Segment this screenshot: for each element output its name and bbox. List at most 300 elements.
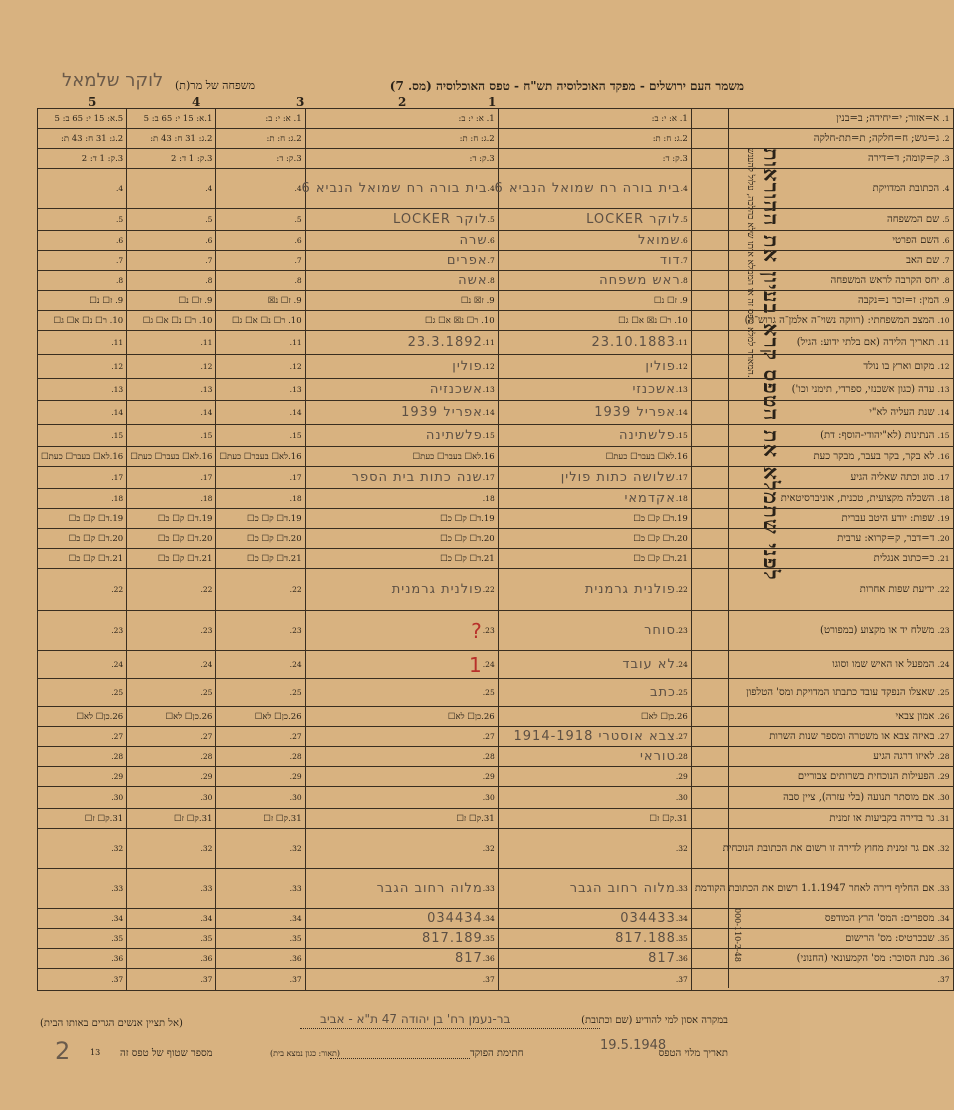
field-cell[interactable]: [305, 231, 498, 251]
field-label: [691, 707, 953, 727]
field-label: [691, 251, 953, 271]
field-cell[interactable]: [305, 651, 498, 679]
field-cell[interactable]: [216, 611, 305, 651]
field-cell[interactable]: [305, 569, 498, 611]
field-label-text: סוג וכתה שאליה הגיע: [850, 471, 935, 483]
field-cell[interactable]: [216, 727, 305, 747]
field-number: 23.: [675, 625, 688, 635]
field-cell[interactable]: 21.ד☐ ק☐ כ☐: [38, 549, 127, 569]
field-number: 35.: [200, 933, 213, 943]
field-cell[interactable]: [498, 489, 691, 509]
form-row: [38, 829, 954, 869]
field-cell[interactable]: [305, 727, 498, 747]
field-cell[interactable]: [38, 231, 127, 251]
handwritten-entry: לוקר LOCKER: [393, 211, 488, 227]
field-cell[interactable]: [216, 271, 305, 291]
field-label-text: השכלה מקצועית, טכנית, אוניברסיטאית: [780, 492, 935, 504]
field-cell[interactable]: 5.א: 15 י: 65 ב: 5: [38, 109, 127, 129]
field-cell[interactable]: [498, 767, 691, 787]
signature-label: חתימת הפוקד: [470, 1048, 524, 1059]
field-cell[interactable]: [498, 651, 691, 679]
field-label-text: יחס הקרבה לראש המשפחה: [830, 274, 940, 286]
field-cell[interactable]: [216, 949, 305, 969]
field-cell[interactable]: [38, 929, 127, 949]
column-number-5: 5: [88, 95, 97, 109]
field-cell[interactable]: [305, 787, 498, 809]
field-label: [691, 909, 953, 929]
field-cell[interactable]: [38, 767, 127, 787]
field-cell[interactable]: [498, 355, 691, 379]
field-label-number: 5.: [942, 214, 950, 224]
field-cell[interactable]: [305, 679, 498, 707]
field-cell[interactable]: [127, 949, 216, 969]
field-number: 32.: [675, 843, 688, 853]
field-label: [691, 611, 953, 651]
field-cell[interactable]: 26.כן☐ לא☐: [216, 707, 305, 727]
handwritten-entry: פלשתינה: [425, 427, 483, 443]
handwritten-entry: לוקר LOCKER: [586, 211, 681, 227]
field-cell[interactable]: [305, 331, 498, 355]
field-label-text: תאריך הלידה (אם בלתי ידוע: הגיל): [796, 336, 935, 348]
column-number-1: 1: [488, 95, 497, 109]
field-label-text: ד=דבר, ק=קרוא: ערבית: [837, 532, 935, 544]
field-label-number: 19.: [937, 513, 950, 523]
field-label-number: 35.: [937, 933, 950, 943]
field-number: 23.: [200, 625, 213, 635]
field-cell[interactable]: [38, 869, 127, 909]
field-cell[interactable]: [305, 271, 498, 291]
field-number: 12.: [200, 361, 213, 371]
field-cell[interactable]: 2.ג: 31 ח: 43 ת:: [38, 129, 127, 149]
field-cell[interactable]: [38, 787, 127, 809]
field-cell[interactable]: 3.ק: ד:: [305, 149, 498, 169]
field-cell[interactable]: [127, 331, 216, 355]
field-cell[interactable]: [498, 909, 691, 929]
field-number: 33.: [289, 883, 302, 893]
field-cell[interactable]: 3.ק: 1 ד: 2: [127, 149, 216, 169]
field-label-text: שפות: יודע היטב עברית: [841, 512, 935, 524]
field-number: 32.: [111, 843, 124, 853]
field-cell[interactable]: [38, 611, 127, 651]
field-cell[interactable]: [127, 969, 216, 991]
form-row: [38, 291, 954, 311]
field-cell[interactable]: [38, 909, 127, 929]
field-cell[interactable]: [216, 251, 305, 271]
field-cell[interactable]: [38, 569, 127, 611]
field-cell[interactable]: 16.לא☐ בעבר☐ כעת☐: [498, 447, 691, 467]
field-cell[interactable]: [38, 727, 127, 747]
field-number: 24.: [111, 659, 124, 669]
field-cell[interactable]: [127, 787, 216, 809]
field-cell[interactable]: 21.ד☐ ק☐ כ☐: [498, 549, 691, 569]
field-cell[interactable]: 9. ז☐ נ☐: [498, 291, 691, 311]
field-cell[interactable]: [127, 169, 216, 209]
field-cell[interactable]: [498, 611, 691, 651]
field-cell[interactable]: [498, 331, 691, 355]
field-cell[interactable]: 20.ד☐ ק☐ כ☐: [498, 529, 691, 549]
form-row: [38, 747, 954, 767]
field-label: [691, 109, 953, 129]
field-cell[interactable]: [498, 401, 691, 425]
field-cell[interactable]: [216, 355, 305, 379]
field-label: [691, 355, 953, 379]
field-cell[interactable]: [216, 679, 305, 707]
field-cell[interactable]: [38, 829, 127, 869]
field-label: [691, 311, 953, 331]
field-cell[interactable]: 31.ק☐ ז☐: [38, 809, 127, 829]
field-cell[interactable]: [498, 251, 691, 271]
emergency-label: במקרה אסון למי להודיע (שם וכתובת): [581, 1015, 728, 1026]
field-cell[interactable]: [494, 169, 691, 209]
field-number: 4.: [205, 183, 213, 193]
form-row: [38, 651, 954, 679]
field-cell[interactable]: [216, 767, 305, 787]
field-cell[interactable]: [38, 467, 127, 489]
field-cell[interactable]: [127, 425, 216, 447]
field-label-number: 34.: [937, 913, 950, 923]
field-cell[interactable]: [38, 379, 127, 401]
field-number: 24.: [482, 659, 495, 669]
field-cell[interactable]: 9. ז☐ נ☐: [38, 291, 127, 311]
field-cell[interactable]: 1.א: 15 י: 65 ב: 5: [127, 109, 216, 129]
field-cell[interactable]: [498, 787, 691, 809]
field-number: 6.: [116, 235, 124, 245]
field-cell[interactable]: 21.ד☐ ק☐ כ☐: [127, 549, 216, 569]
field-cell[interactable]: 10. ר☐ נ☐ א☐ ג☐: [216, 311, 305, 331]
field-cell[interactable]: [127, 909, 216, 929]
field-cell[interactable]: [498, 425, 691, 447]
field-number: 12.: [675, 361, 688, 371]
field-cell[interactable]: 9. ז☐ נ☒: [216, 291, 305, 311]
field-cell[interactable]: 21.ד☐ ק☐ כ☐: [305, 549, 498, 569]
field-label-number: 4.: [942, 183, 950, 193]
field-number: 18.: [289, 493, 302, 503]
field-cell[interactable]: 19.ד☐ ק☐ כ☐: [498, 509, 691, 529]
field-cell[interactable]: 20.ד☐ ק☐ כ☐: [305, 529, 498, 549]
field-cell[interactable]: [216, 467, 305, 489]
field-cell[interactable]: 10. ר☐ נ☒ א☐ ג☐: [498, 311, 691, 331]
field-number: 15.: [289, 430, 302, 440]
form-row: [38, 809, 954, 829]
field-cell[interactable]: [498, 869, 691, 909]
field-cell[interactable]: [127, 467, 216, 489]
field-number: 35.: [111, 933, 124, 943]
field-cell[interactable]: 16.לא☐ בעבר☐ כעת☐: [305, 447, 498, 467]
field-number: 17.: [289, 472, 302, 482]
field-number: 34.: [289, 913, 302, 923]
field-cell[interactable]: [498, 569, 691, 611]
field-cell[interactable]: [498, 929, 691, 949]
form-row: [38, 355, 954, 379]
field-cell[interactable]: [216, 169, 305, 209]
field-cell[interactable]: [216, 787, 305, 809]
field-cell[interactable]: [127, 401, 216, 425]
field-label-number: 37.: [937, 974, 950, 984]
field-cell[interactable]: [38, 209, 127, 231]
field-cell[interactable]: 19.ד☐ ק☐ כ☐: [216, 509, 305, 529]
form-row: [38, 379, 954, 401]
form-row: [38, 331, 954, 355]
field-number: 35.: [482, 933, 495, 943]
field-cell[interactable]: 31.ק☐ ז☐: [127, 809, 216, 829]
handwritten-entry: שמואל: [637, 232, 681, 248]
field-label-number: 15.: [937, 430, 950, 440]
field-cell[interactable]: [127, 569, 216, 611]
field-cell[interactable]: [305, 379, 498, 401]
field-cell[interactable]: [127, 251, 216, 271]
field-cell[interactable]: [305, 929, 498, 949]
field-number: 29.: [289, 771, 302, 781]
field-label: [691, 809, 953, 829]
field-label: [691, 949, 953, 969]
field-cell[interactable]: 26.כן☐ לא☐: [38, 707, 127, 727]
form-title: משמר העם ירושלים - מפקד האוכלוסיה תש"ח - טפס האוכלוסיה (מס. 7): [389, 79, 744, 93]
field-cell[interactable]: [305, 489, 498, 509]
field-cell[interactable]: [127, 271, 216, 291]
field-label-number: 14.: [937, 407, 950, 417]
field-cell[interactable]: [216, 425, 305, 447]
field-label-number: 21.: [937, 553, 950, 563]
field-cell[interactable]: 1. א: י: ב:: [216, 109, 305, 129]
field-number: 30.: [200, 792, 213, 802]
field-number: 32.: [482, 843, 495, 853]
field-cell[interactable]: [216, 929, 305, 949]
field-number: 29.: [675, 771, 688, 781]
field-number: 30.: [675, 792, 688, 802]
field-number: 18.: [111, 493, 124, 503]
field-cell[interactable]: [216, 969, 305, 991]
field-cell[interactable]: [38, 949, 127, 969]
field-cell[interactable]: [38, 401, 127, 425]
field-number: 15.: [200, 430, 213, 440]
field-label-number: 28.: [937, 751, 950, 761]
field-label-number: 24.: [937, 659, 950, 669]
field-cell[interactable]: [498, 679, 691, 707]
field-label: [691, 271, 953, 291]
field-cell[interactable]: [127, 767, 216, 787]
field-label: [691, 231, 953, 251]
field-cell[interactable]: [498, 949, 691, 969]
field-cell[interactable]: 26.כן☐ לא☐: [305, 707, 498, 727]
field-cell[interactable]: [216, 209, 305, 231]
field-cell[interactable]: [498, 379, 691, 401]
field-cell[interactable]: [38, 489, 127, 509]
field-number: 17.: [675, 472, 688, 482]
handwritten-entry: 23.10.1883: [591, 334, 676, 350]
field-number: 28.: [111, 751, 124, 761]
field-label-number: 17.: [937, 472, 950, 482]
field-cell[interactable]: [498, 467, 691, 489]
field-cell[interactable]: [38, 425, 127, 447]
field-label: [691, 569, 953, 611]
field-cell[interactable]: [38, 747, 127, 767]
field-cell[interactable]: [305, 949, 498, 969]
field-number: 37.: [675, 974, 688, 984]
field-label-number: 6.: [942, 235, 950, 245]
field-number: 17.: [482, 472, 495, 482]
field-cell[interactable]: [38, 679, 127, 707]
column-number-4: 4: [192, 95, 201, 109]
handwritten-entry: אפריל 1939: [594, 404, 676, 420]
field-number: 37.: [289, 974, 302, 984]
field-number: 14.: [482, 407, 495, 417]
field-number: 27.: [200, 731, 213, 741]
field-number: 34.: [200, 913, 213, 923]
field-cell[interactable]: 16.לא☐ בעבר☐ כעת☐: [216, 447, 305, 467]
instruction-small-text: המאחר למלא טפס זה או הממלא אותו שלא כהלכה, עלול להענש.: [745, 148, 755, 378]
field-cell[interactable]: 3.ק: ד:: [498, 149, 691, 169]
field-number: 27.: [289, 731, 302, 741]
field-cell[interactable]: [305, 611, 498, 651]
field-cell[interactable]: [127, 679, 216, 707]
field-label: [691, 447, 953, 467]
field-cell[interactable]: 9. ז☒ נ☐: [305, 291, 498, 311]
field-number: 8.: [487, 275, 495, 285]
field-cell[interactable]: [498, 969, 691, 991]
field-cell[interactable]: [127, 727, 216, 747]
field-cell[interactable]: [305, 209, 498, 231]
field-cell[interactable]: [127, 355, 216, 379]
field-cell[interactable]: 3.ק: 1 ד: 2: [38, 149, 127, 169]
field-cell[interactable]: 19.ד☐ ק☐ כ☐: [38, 509, 127, 529]
field-cell[interactable]: 31.ק☐ ז☐: [498, 809, 691, 829]
form-row: [38, 209, 954, 231]
field-cell[interactable]: [127, 869, 216, 909]
field-cell[interactable]: 2.ג: ח: ת:: [305, 129, 498, 149]
field-cell[interactable]: 1. א: י: ב:: [305, 109, 498, 129]
field-label: [691, 169, 953, 209]
field-cell[interactable]: [127, 489, 216, 509]
field-cell[interactable]: [305, 767, 498, 787]
field-cell[interactable]: [127, 929, 216, 949]
field-cell[interactable]: [301, 169, 498, 209]
field-cell[interactable]: 26.כן☐ לא☐: [498, 707, 691, 727]
field-cell[interactable]: [38, 251, 127, 271]
field-cell[interactable]: [498, 829, 691, 869]
field-cell[interactable]: [216, 379, 305, 401]
field-cell[interactable]: [127, 651, 216, 679]
handwritten-entry: ?: [471, 618, 483, 643]
field-number: 33.: [675, 883, 688, 893]
field-label-number: 23.: [937, 625, 950, 635]
field-number: 27.: [482, 731, 495, 741]
field-number: 36.: [482, 953, 495, 963]
field-cell[interactable]: [305, 869, 498, 909]
field-cell[interactable]: [216, 829, 305, 869]
handwritten-entry: סוחר: [644, 622, 676, 638]
field-cell[interactable]: 10. ר☐ נ☒ א☐ ג☐: [305, 311, 498, 331]
field-cell[interactable]: 2.ג: ח: ת:: [216, 129, 305, 149]
field-cell[interactable]: [498, 271, 691, 291]
field-number: 36.: [111, 953, 124, 963]
field-label: [691, 509, 953, 529]
handwritten-entry: פולין: [645, 358, 676, 374]
field-cell[interactable]: [216, 569, 305, 611]
field-cell[interactable]: 19.ד☐ ק☐ כ☐: [127, 509, 216, 529]
field-cell[interactable]: [216, 489, 305, 509]
field-cell[interactable]: [216, 331, 305, 355]
field-cell[interactable]: [498, 209, 691, 231]
field-label: [691, 679, 953, 707]
field-cell[interactable]: [38, 331, 127, 355]
date-handwritten: 19.5.1948: [600, 1038, 667, 1053]
field-cell[interactable]: [127, 611, 216, 651]
field-number: 24.: [200, 659, 213, 669]
field-cell[interactable]: [38, 169, 127, 209]
field-cell[interactable]: [216, 651, 305, 679]
field-cell[interactable]: [216, 869, 305, 909]
field-cell[interactable]: [498, 727, 691, 747]
field-cell[interactable]: [216, 231, 305, 251]
field-cell[interactable]: [216, 909, 305, 929]
field-label-text: גר בדירה בקביעות או זמנית: [829, 812, 935, 824]
field-cell[interactable]: [305, 829, 498, 869]
field-cell[interactable]: 20.ד☐ ק☐ כ☐: [127, 529, 216, 549]
field-cell[interactable]: [127, 829, 216, 869]
field-cell[interactable]: [38, 969, 127, 991]
field-number: 7.: [487, 255, 495, 265]
field-cell[interactable]: [38, 271, 127, 291]
field-cell[interactable]: 2.ג: ח: ת:: [498, 129, 691, 149]
field-cell[interactable]: 21.ד☐ ק☐ כ☐: [216, 549, 305, 569]
field-cell[interactable]: 10. ר☐ נ☐ א☐ ג☐: [127, 311, 216, 331]
shared-code: 13: [90, 1048, 101, 1057]
field-cell[interactable]: [305, 467, 498, 489]
census-table: [37, 108, 954, 991]
field-cell[interactable]: [127, 379, 216, 401]
field-label-text: מספרים: המס' הרץ המודפס: [824, 912, 935, 924]
field-number: 7.: [205, 255, 213, 265]
field-cell[interactable]: 31.ק☐ ז☐: [305, 809, 498, 829]
field-cell[interactable]: [305, 909, 498, 929]
field-cell[interactable]: 16.לא☐ בעבר☐ כעת☐: [127, 447, 216, 467]
field-cell[interactable]: [127, 747, 216, 767]
field-cell[interactable]: 20.ד☐ ק☐ כ☐: [216, 529, 305, 549]
shared-hint: (תאור: כגון נמצא בית): [270, 1049, 341, 1058]
field-cell[interactable]: 3.ק: ד:: [216, 149, 305, 169]
field-cell[interactable]: [498, 747, 691, 767]
field-cell[interactable]: [305, 355, 498, 379]
field-number: 13.: [482, 384, 495, 394]
field-label-text: הפעילות הנוכחית בשרותים צבוריים: [797, 770, 935, 782]
field-cell[interactable]: [127, 209, 216, 231]
field-label-text: שבכרטיס: מס' הרישום: [845, 932, 935, 944]
field-cell[interactable]: 20.ד☐ ק☐ כ☐: [38, 529, 127, 549]
field-number: 32.: [289, 843, 302, 853]
field-cell[interactable]: [305, 969, 498, 991]
field-cell[interactable]: 16.לא☐ בעבר☐ כעת☐: [38, 447, 127, 467]
field-number: 13.: [675, 384, 688, 394]
field-cell[interactable]: [216, 401, 305, 425]
field-cell[interactable]: 2.ג: 31 ח: 43 ת:: [127, 129, 216, 149]
field-cell[interactable]: 31.ק☐ ז☐: [216, 809, 305, 829]
field-cell[interactable]: [305, 251, 498, 271]
field-cell[interactable]: [305, 425, 498, 447]
field-cell[interactable]: 9. ז☐ נ☐: [127, 291, 216, 311]
field-number: 22.: [289, 584, 302, 594]
field-cell[interactable]: 1. א: י: ב:: [498, 109, 691, 129]
field-cell[interactable]: [216, 747, 305, 767]
field-cell[interactable]: [127, 231, 216, 251]
field-cell[interactable]: [305, 747, 498, 767]
field-cell[interactable]: [305, 401, 498, 425]
field-cell[interactable]: [498, 231, 691, 251]
field-cell[interactable]: 10. ר☐ נ☐ א☐ ג☐: [38, 311, 127, 331]
field-cell[interactable]: [38, 355, 127, 379]
field-cell[interactable]: [38, 651, 127, 679]
field-cell[interactable]: 19.ד☐ ק☐ כ☐: [305, 509, 498, 529]
field-cell[interactable]: 26.כן☐ לא☐: [127, 707, 216, 727]
